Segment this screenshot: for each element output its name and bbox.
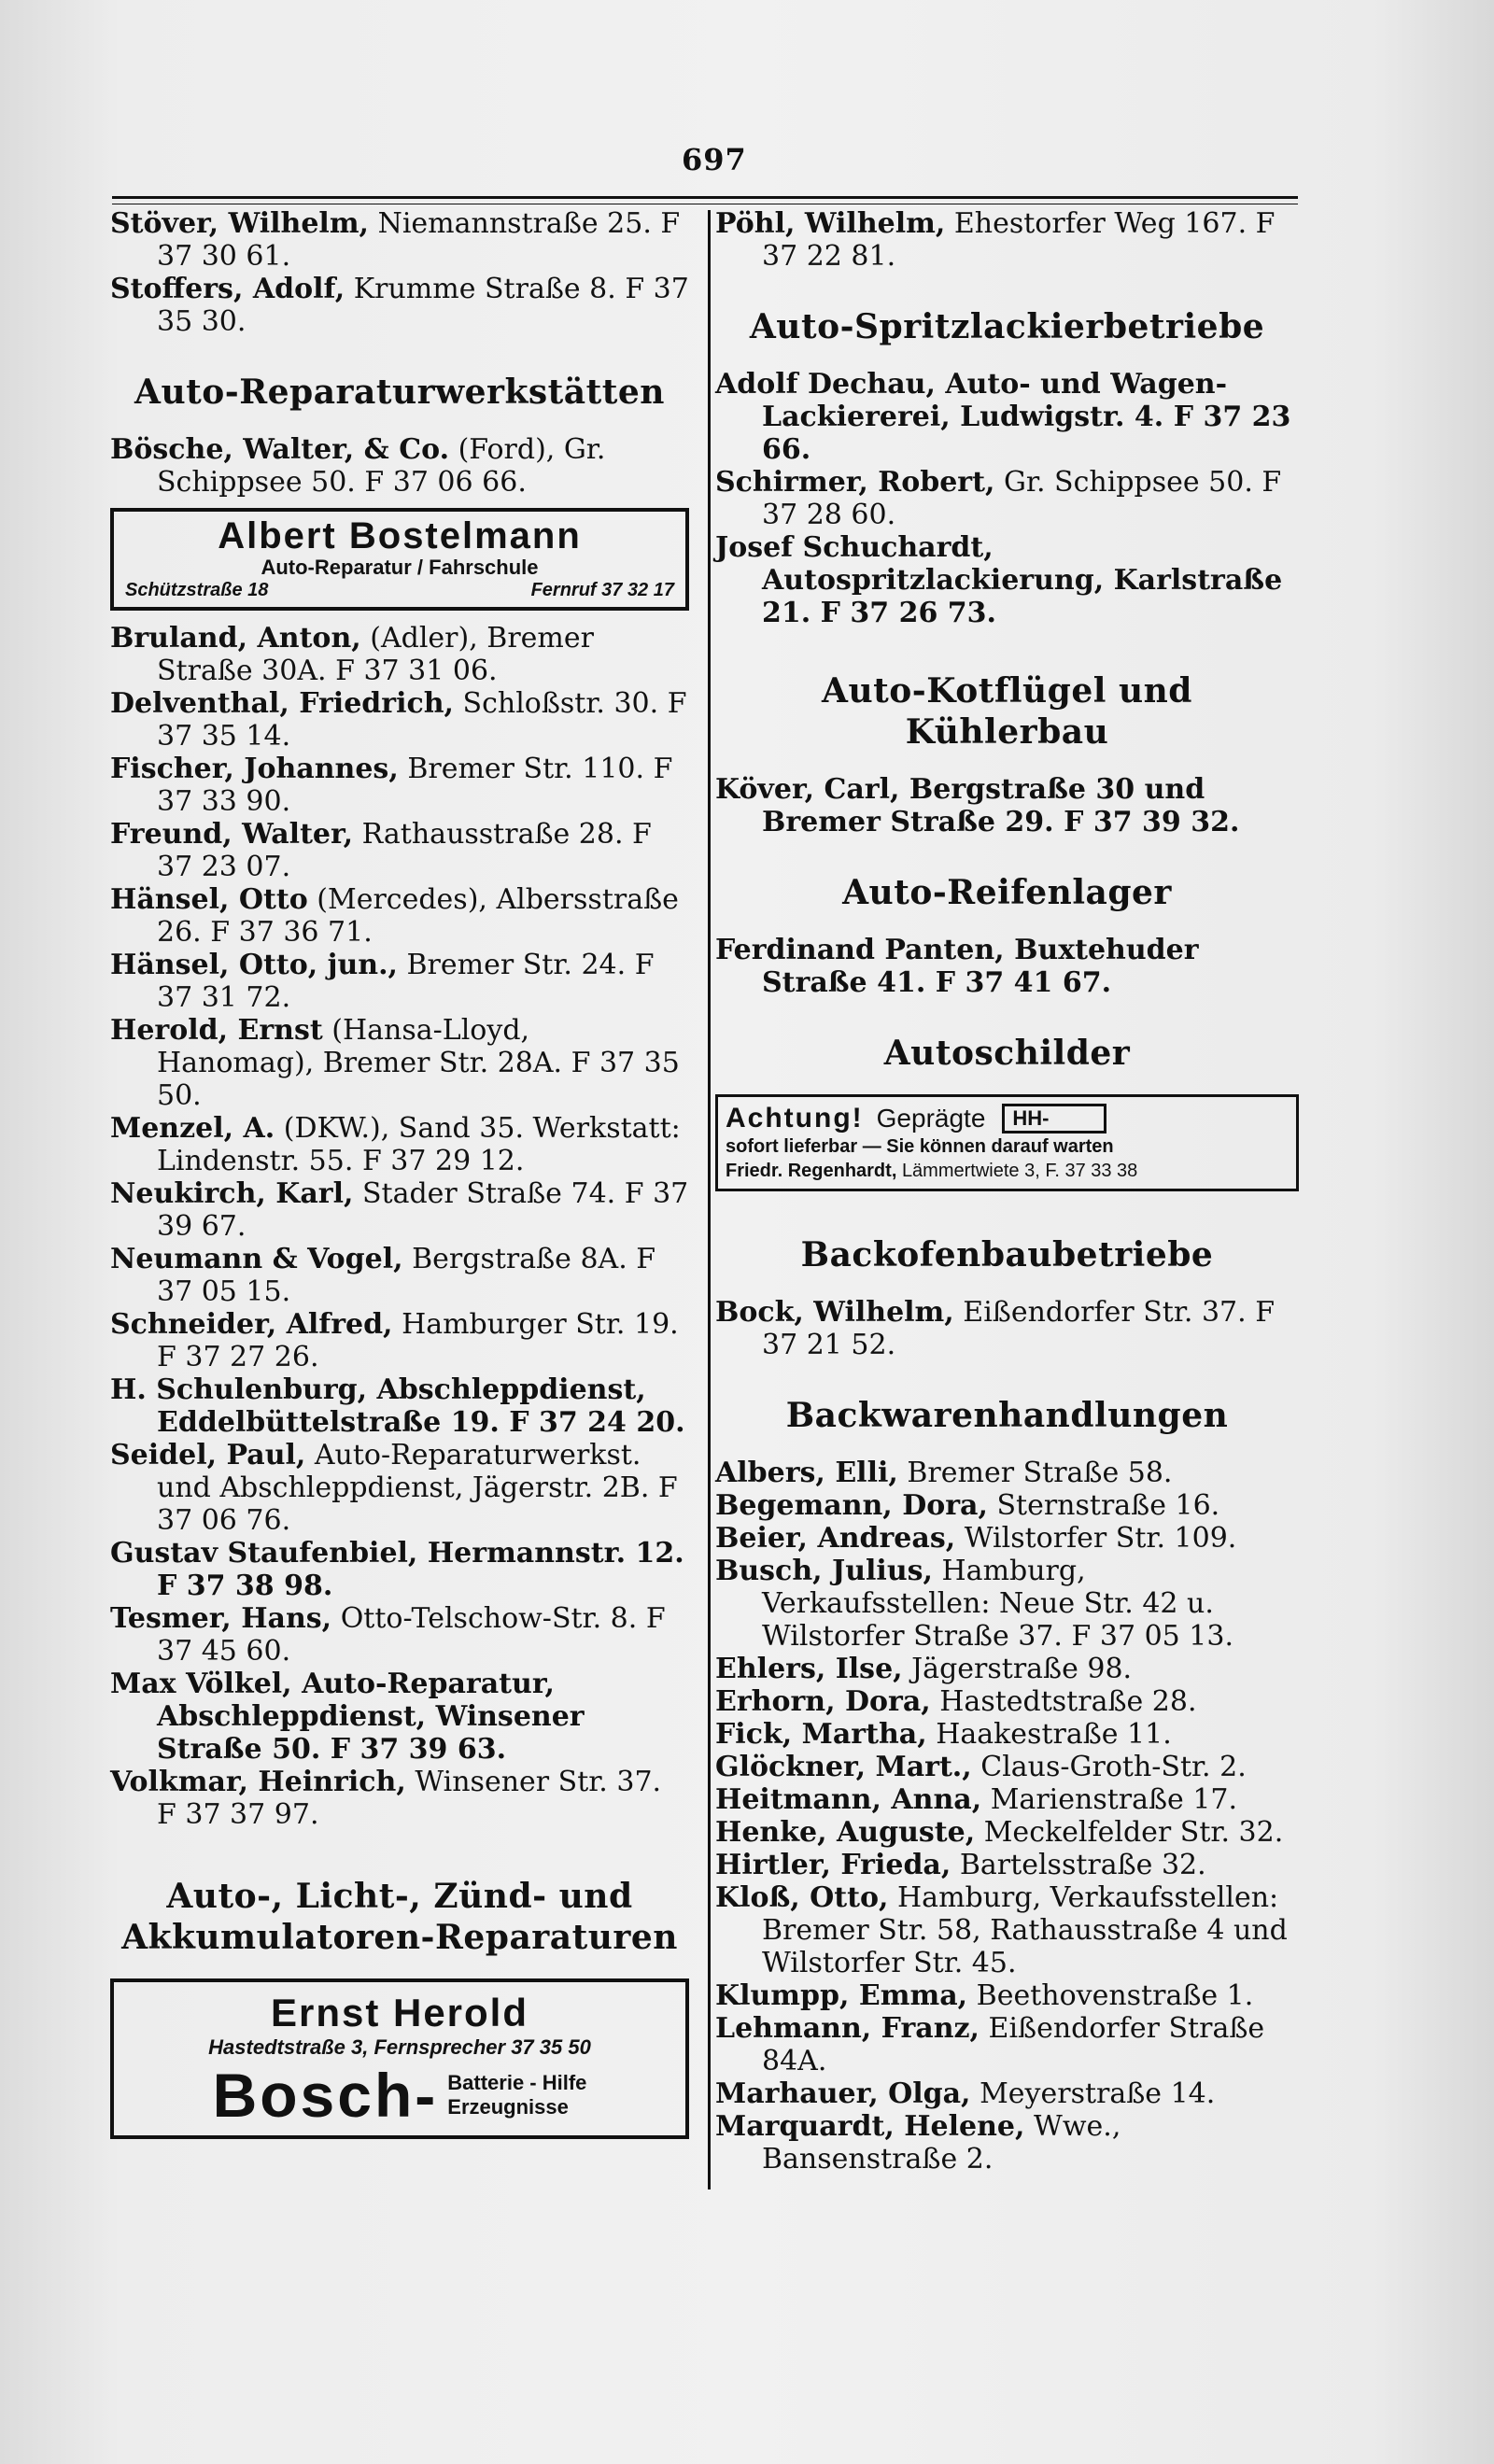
ad-line (726, 1159, 1289, 1183)
left-column (110, 207, 689, 2150)
entry-name: Hirtler, Frieda, (715, 1849, 951, 1881)
section-heading: Auto-Reparaturwerkstätten (134, 373, 665, 412)
entry-address: Niemannstraße 25. (377, 207, 652, 240)
entry-name: Gustav Staufenbiel, (110, 1537, 418, 1570)
entry-address: Winsener Str. 37. (415, 1766, 662, 1798)
entry-address: Eddelbüttelstraße 19. (157, 1406, 500, 1439)
entry-address: (DKW.), Sand 35. Werkstatt: Lindenstr. 55. (157, 1112, 681, 1177)
directory-entry (715, 1489, 1299, 1522)
ad-side-line: Erzeugnisse (447, 2095, 569, 2119)
entry-name: Stoffers, Adolf, (110, 273, 345, 305)
entry-phone: F 37 26 73. (820, 597, 996, 629)
entry-phone: F 37 05 13. (1071, 1620, 1233, 1653)
ad-title: Albert Bostelmann (218, 515, 582, 556)
entry-name: Bock, Wilhelm, (715, 1296, 954, 1329)
entry-name: H. Schulenburg, Abschleppdienst, (110, 1373, 646, 1406)
directory-entry (715, 1653, 1299, 1685)
entry-address: Schloßstr. 30. (462, 687, 659, 720)
entry-phone: F 37 36 71. (210, 916, 373, 949)
entry-phone: F 37 24 20. (509, 1406, 685, 1439)
entry-phone: F 37 37 97. (157, 1798, 319, 1831)
entry-name: Bruland, Anton, (110, 622, 361, 655)
section-heading: Backwarenhandlungen (785, 1396, 1229, 1435)
directory-entry (715, 466, 1299, 531)
entry-address: Bremer Str. 110. (407, 753, 645, 785)
directory-entry (715, 1751, 1299, 1783)
ad-regenhardt (715, 1094, 1299, 1191)
ad-line: sofort lieferbar — Sie können darauf warten (726, 1136, 1114, 1157)
entry-address: Hermannstr. 12. (427, 1537, 684, 1570)
directory-entry (715, 207, 1299, 273)
entry-phone: F 37 23 07. (157, 818, 652, 883)
entry-phone: F 37 41 67. (935, 966, 1112, 999)
ad-phone: Fernruf 37 32 17 (530, 580, 674, 600)
ad-brand-row (127, 2061, 672, 2130)
entry-address: Bartelsstraße 32. (959, 1849, 1206, 1881)
directory-entry (110, 818, 689, 883)
entry-name: Delventhal, Friedrich, (110, 687, 454, 720)
ad-bostelmann (110, 508, 689, 611)
directory-entry (715, 773, 1299, 838)
entry-phone: F 37 35 50. (157, 1047, 680, 1112)
entry-address: (Ford), Gr. Schippsee 50. (157, 433, 606, 499)
entry-name: Klumpp, Emma, (715, 1979, 968, 2012)
entry-address: Krumme Straße 8. (353, 273, 616, 305)
ad-address: Lämmertwiete 3, F. 37 33 38 (901, 1161, 1138, 1181)
entry-phone: F 37 31 72. (157, 949, 655, 1014)
entry-name: Neumann & Vogel, (110, 1243, 403, 1275)
directory-entry (110, 1668, 689, 1766)
directory-entry (110, 883, 689, 949)
ad-herold (110, 1978, 689, 2139)
directory-entry (110, 433, 689, 499)
entry-address: Haakestraße 11. (936, 1718, 1172, 1751)
directory-entry (715, 1979, 1299, 2012)
ad-address: Schützstraße 18 (125, 580, 269, 600)
entry-name: Erhorn, Dora, (715, 1685, 931, 1718)
entry-phone: F 37 21 52. (762, 1296, 1276, 1361)
entry-name: Stöver, Wilhelm, (110, 207, 370, 240)
entry-address: Hamburger Str. 19. (402, 1308, 679, 1341)
entry-address: Marienstraße 17. (990, 1783, 1238, 1816)
entry-address: Stader Straße 74. (361, 1177, 616, 1210)
entry-address: Ludwigstr. 4. (960, 401, 1164, 433)
entry-name: Herold, Ernst (110, 1014, 323, 1047)
entry-address: (Adler), Bremer Straße 30A. (157, 622, 594, 687)
entry-phone: F 37 30 61. (157, 207, 681, 273)
entry-address: Sternstraße 16. (996, 1489, 1220, 1522)
directory-entry (110, 1308, 689, 1373)
ad-side-line: Batterie - Hilfe (447, 2071, 587, 2094)
section-heading: Autoschilder (883, 1034, 1131, 1073)
entry-name: Albers, Elli, (715, 1457, 898, 1489)
entry-phone: F 37 39 63. (330, 1733, 507, 1766)
entry-phone: F 37 35 14. (157, 687, 687, 753)
license-plate-icon: HH- (1002, 1104, 1106, 1133)
entry-name: Fischer, Johannes, (110, 753, 399, 785)
entry-address: Meyerstraße 14. (980, 2077, 1216, 2110)
entry-phone: F 37 35 30. (157, 273, 689, 338)
ad-address: Hastedtstraße 3, Fernsprecher 37 35 50 (208, 2035, 591, 2059)
entry-phone: F 37 29 12. (361, 1145, 525, 1177)
directory-entry (110, 1112, 689, 1177)
entry-name: Bösche, Walter, & Co. (110, 433, 450, 466)
section-heading: Auto-Reifenlager (842, 873, 1172, 912)
entry-phone: F 37 22 81. (762, 207, 1276, 273)
entry-name: Marquardt, Helene, (715, 2110, 1025, 2143)
entry-name: Begemann, Dora, (715, 1489, 988, 1522)
right-column (715, 207, 1299, 2175)
entry-name: Marhauer, Olga, (715, 2077, 971, 2110)
directory-entry (110, 207, 689, 273)
entry-address: (Hansa-Lloyd, Hanomag), Bremer Str. 28A. (157, 1014, 563, 1079)
directory-entry (715, 2110, 1299, 2175)
entry-address: Hastedtstraße 28. (939, 1685, 1197, 1718)
directory-entry (715, 531, 1299, 629)
directory-entry (715, 1457, 1299, 1489)
entry-address: Claus-Groth-Str. 2. (980, 1751, 1247, 1783)
entry-name: Volkmar, Heinrich, (110, 1766, 406, 1798)
directory-entry (110, 1439, 689, 1537)
directory-entry (715, 1522, 1299, 1555)
entry-address: Ehestorfer Weg 167. (953, 207, 1247, 240)
directory-entry (715, 1849, 1299, 1881)
directory-entry (110, 1177, 689, 1243)
entry-name: Henke, Auguste, (715, 1816, 976, 1849)
directory-entry (715, 1718, 1299, 1751)
directory-entry (715, 368, 1299, 466)
entry-name: Freund, Walter, (110, 818, 354, 851)
entry-address: Beethovenstraße 1. (976, 1979, 1254, 2012)
entry-name: Neukirch, Karl, (110, 1177, 354, 1210)
entry-name: Heitmann, Anna, (715, 1783, 982, 1816)
directory-entry (715, 1816, 1299, 1849)
entry-phone: F 37 05 15. (157, 1243, 656, 1308)
directory-entry (110, 949, 689, 1014)
entry-address: Buxtehuder Straße 41. (762, 934, 1199, 999)
entry-name: Max Völkel, Auto-Reparatur, (110, 1668, 555, 1700)
directory-entry (110, 1537, 689, 1602)
entry-name: Tesmer, Hans, (110, 1602, 332, 1635)
entry-name: Glöckner, Mart., (715, 1751, 972, 1783)
entry-address: (Mercedes), Albersstraße 26. (157, 883, 679, 949)
ad-firm: Friedr. Regenhardt, (726, 1161, 897, 1181)
entry-address: Bremer Str. 24. (406, 949, 627, 981)
entry-name: Pöhl, Wilhelm, (715, 207, 946, 240)
entry-address: Abschleppdienst, Winsener Straße 50. (157, 1700, 585, 1766)
directory-entry (715, 1783, 1299, 1816)
directory-entry (110, 622, 689, 687)
page-number: 697 (682, 142, 747, 177)
entry-name: Beier, Andreas, (715, 1522, 956, 1555)
section-heading: Auto-Kotflügel und Kühlerbau (822, 671, 1192, 752)
entry-phone: F 37 38 98. (157, 1570, 333, 1602)
ad-achtung: Achtung! (726, 1103, 864, 1133)
top-rule (112, 196, 1298, 199)
entry-name: Ferdinand Panten, (715, 934, 1005, 966)
entry-address: Wwe., Bansenstraße 2. (762, 2110, 1121, 2175)
section-heading: Auto-, Licht-, Zünd- und Akkumulatoren-Reparaturen (121, 1877, 678, 1957)
entry-name: Schirmer, Robert, (715, 466, 995, 499)
ad-headline (726, 1103, 1289, 1134)
directory-entry (110, 687, 689, 753)
entry-address: Gr. Schippsee 50. (1003, 466, 1253, 499)
entry-phone: F 37 06 66. (364, 466, 527, 499)
entry-phone: F 37 39 32. (1064, 806, 1240, 838)
entry-address: Bremer Straße 58. (907, 1457, 1173, 1489)
directory-entry (110, 1243, 689, 1308)
section-heading: Auto-Spritzlackierbetriebe (749, 307, 1265, 346)
entry-phone: F 37 23 66. (762, 401, 1291, 466)
entry-phone: F 37 45 60. (157, 1602, 666, 1668)
directory-entry (715, 2012, 1299, 2077)
directory-entry (110, 1766, 689, 1831)
directory-entry (715, 1555, 1299, 1653)
column-divider (708, 210, 711, 2189)
entry-address: Eißendorfer Straße 84A. (762, 2012, 1265, 2077)
entry-name: Busch, Julius, (715, 1555, 933, 1587)
entry-phone: F 37 27 26. (157, 1341, 319, 1373)
entry-address: Rathausstraße 28. (361, 818, 624, 851)
entry-name: Ehlers, Ilse, (715, 1653, 903, 1685)
directory-entry (715, 1296, 1299, 1361)
entry-name: Fick, Martha, (715, 1718, 927, 1751)
entry-address: Bergstraße 8A. (412, 1243, 627, 1275)
directory-entry (715, 1685, 1299, 1718)
directory-entry (110, 1014, 689, 1112)
entry-phone: F 37 28 60. (762, 466, 1282, 531)
directory-entry (715, 2077, 1299, 2110)
directory-entry (110, 1602, 689, 1668)
directory-entry (110, 273, 689, 338)
entry-phone: F 37 31 06. (335, 655, 498, 687)
entry-address: Hamburg, Verkaufsstellen: Neue Str. 42 u. Wilstorfer Straße 37. (762, 1555, 1214, 1653)
ad-subtitle: Auto-Reparatur / Fahrschule (261, 556, 539, 579)
entry-name: Seidel, Paul, (110, 1439, 306, 1471)
entry-address: Eißendorfer Str. 37. (963, 1296, 1247, 1329)
ad-brand-side (447, 2071, 586, 2119)
entry-address: Auto-Reparaturwerkst. und Abschleppdienst, Jägerstr. 2B. (157, 1439, 650, 1504)
entry-name: Hänsel, Otto (110, 883, 308, 916)
entry-name: Hänsel, Otto, jun., (110, 949, 398, 981)
section-heading: Backofenbaubetriebe (800, 1235, 1214, 1274)
entry-phone: F 37 33 90. (157, 753, 673, 818)
entry-name: Köver, Carl, (715, 773, 900, 806)
entry-address: Wilstorfer Str. 109. (964, 1522, 1237, 1555)
directory-entry (110, 753, 689, 818)
entry-address: Bergstraße 30 und Bremer Straße 29. (762, 773, 1205, 838)
ad-brand: Bosch- (212, 2061, 439, 2130)
entry-name: Kloß, Otto, (715, 1881, 889, 1914)
ad-title: Ernst Herold (270, 1991, 529, 2035)
directory-entry (715, 1881, 1299, 1979)
entry-address: Hamburg, Verkaufsstellen: Bremer Str. 58, Rathausstraße 4 und Wilstorfer Str. 45. (762, 1881, 1288, 1979)
directory-entry (110, 1373, 689, 1439)
entry-address: Meckelfelder Str. 32. (983, 1816, 1284, 1849)
directory-entry (715, 934, 1299, 999)
entry-address: Karlstraße 21. (762, 564, 1283, 629)
entry-name: Menzel, A. (110, 1112, 275, 1145)
entry-phone: F 37 06 76. (157, 1471, 678, 1537)
entry-name: Josef Schuchardt, Autospritzlackierung, (715, 531, 1105, 597)
entry-phone: F 37 39 67. (157, 1177, 689, 1243)
entry-name: Schneider, Alfred, (110, 1308, 393, 1341)
ad-contact-row (125, 579, 674, 601)
entry-address: Otto-Telschow-Str. 8. (340, 1602, 638, 1635)
entry-address: Jägerstraße 98. (911, 1653, 1133, 1685)
entry-name: Lehmann, Franz, (715, 2012, 980, 2045)
entry-name: Adolf Dechau, Auto- und Wagen-Lackiererei, (715, 368, 1228, 433)
ad-text: Geprägte (876, 1104, 986, 1133)
